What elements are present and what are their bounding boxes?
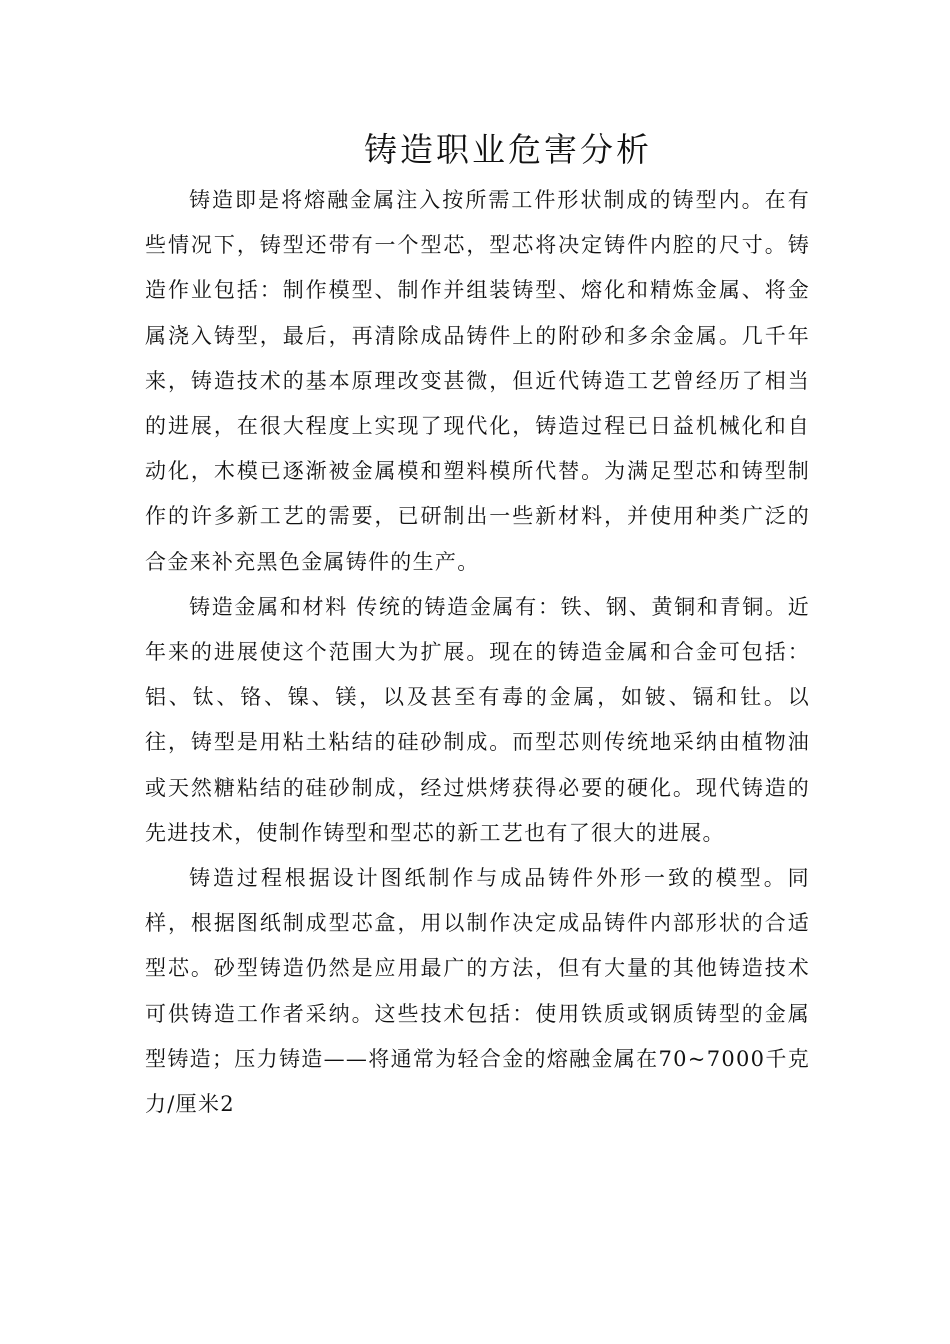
paragraph-casting-intro: 铸造即是将熔融金属注入按所需工件形状制成的铸型内。在有些情况下，铸型还带有一个型芯，型芯将决定铸件内腔的尺寸。铸造作业包括：制作模型、制作并组装铸型、熔化和精炼金属、将金属浇入铸型，最后，再清除成品铸件上的附砂和多余金属。几千年来，铸造技术的基本原理改变甚微，但近代铸造工艺曾经历了相当的进展，在很大程度上实现了现代化，铸造过程已日益机械化和自动化，木模已逐渐被金属模和塑料模所代替。为满足型芯和铸型制作的许多新工艺的需要，已研制出一些新材料，并使用种类广泛的合金来补充黑色金属铸件的生产。 bbox=[145, 188, 810, 574]
document-body bbox=[145, 178, 810, 1127]
paragraph-casting-process: 铸造过程根据设计图纸制作与成品铸件外形一致的模型。同样，根据图纸制成型芯盒，用以制作决定成品铸件内部形状的合适型芯。砂型铸造仍然是应用最广的方法，但有大量的其他铸造技术可供铸造工作者采纳。这些技术包括：使用铁质或钢质铸型的金属型铸造；压力铸造——将通常为轻合金的熔融金属在70~7000千克力/厘米2 bbox=[145, 866, 810, 1117]
document-title: 铸造职业危害分析 bbox=[364, 130, 652, 169]
paragraph-metals-materials: 铸造金属和材料 传统的铸造金属有：铁、钢、黄铜和青铜。近年来的进展使这个范围大为扩展。现在的铸造金属和合金可包括：铝、钛、铬、镍、镁，以及甚至有毒的金属，如铍、镉和钍。以往，铸型是用粘土粘结的硅砂制成。而型芯则传统地采纳由植物油或天然糖粘结的硅砂制成，经过烘烤获得必要的硬化。现代铸造的先进技术，使制作铸型和型芯的新工艺也有了很大的进展。 bbox=[145, 594, 810, 845]
